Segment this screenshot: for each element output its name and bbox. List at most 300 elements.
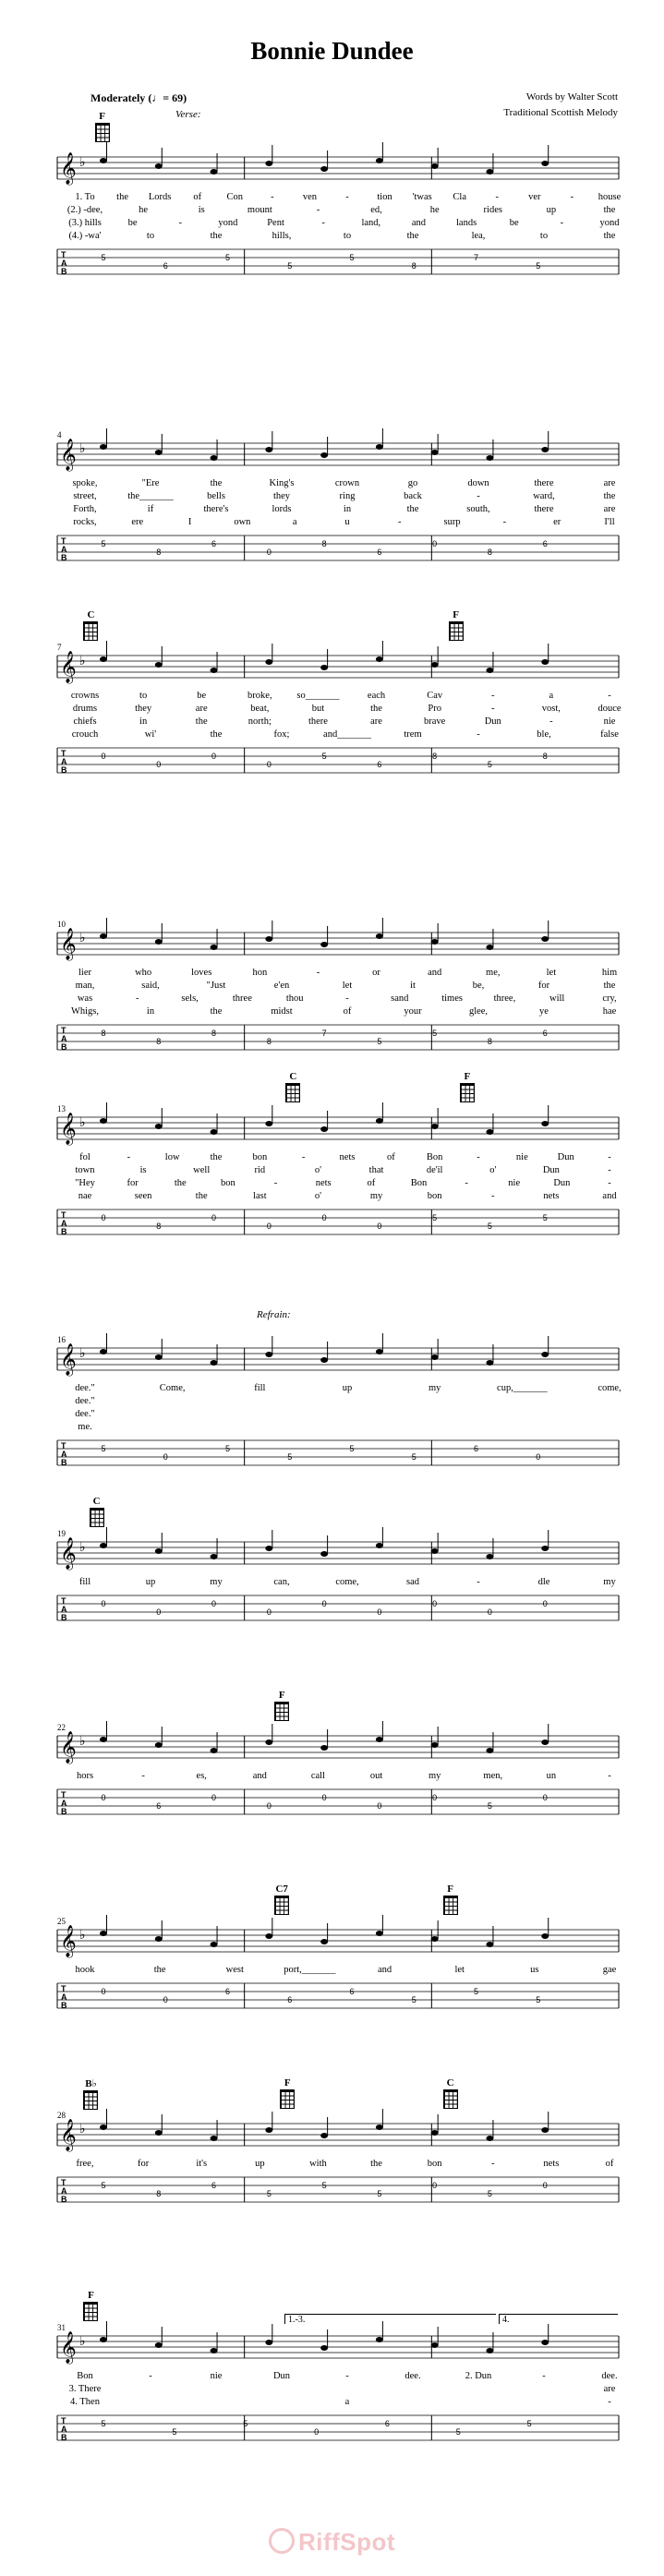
tab-fret-number: 0: [266, 1222, 272, 1231]
lyric-syllable: the: [153, 1965, 166, 1975]
tab-fret-number: 6: [349, 1987, 355, 1996]
lyric-syllable: out: [369, 1771, 383, 1781]
note-head: [541, 447, 549, 452]
lyric-syllable: dee.": [75, 1409, 95, 1419]
tab-fret-number: 6: [211, 539, 217, 548]
lyric-syllable: my: [210, 1577, 223, 1587]
tab-fret-number: 5: [224, 1444, 231, 1453]
key-signature-flat-icon: ♭: [79, 441, 86, 456]
lyric-syllable: -: [502, 517, 507, 527]
chord-name: C: [87, 609, 95, 620]
lyric-syllable: Bon: [426, 1152, 443, 1162]
lyric-syllable: -: [608, 2397, 611, 2407]
note-head: [100, 1931, 107, 1936]
lyric-syllable: and_______: [323, 729, 371, 740]
tab-clef-b: B: [61, 1613, 67, 1622]
note-head: [265, 161, 272, 166]
lyric-syllable: to: [539, 231, 549, 241]
lyric-syllable: the: [210, 231, 223, 241]
lyric-syllable: o': [489, 1165, 497, 1175]
lyric-syllable: King's: [269, 478, 295, 488]
lyric-syllable: to: [146, 231, 155, 241]
lyric-syllable: is: [139, 1165, 147, 1175]
lyric-syllable: so_______: [296, 691, 340, 701]
lyric-syllable: the: [195, 716, 208, 727]
tab-fret-number: 5: [536, 1995, 541, 2004]
lyric-syllable: seen: [134, 1191, 152, 1201]
tab-fret-number: 6: [377, 760, 382, 769]
tab-fret-number: 0: [432, 1793, 438, 1802]
lyric-syllable: for: [137, 2159, 150, 2169]
lyric-syllable: drums: [72, 704, 98, 714]
lyric-syllable: up: [546, 205, 557, 215]
lyric-syllable: un: [546, 1771, 557, 1781]
lyric-syllable: of: [386, 1152, 395, 1162]
lyric-syllable: wi': [144, 729, 157, 740]
lyric-syllable: rocks,: [73, 517, 97, 527]
lyric-syllable: me,: [486, 968, 501, 978]
tab-fret-number: 0: [163, 1995, 168, 2004]
note-head: [100, 1349, 107, 1354]
lyric-syllable: broke,: [247, 691, 272, 701]
lyric-line: [0, 1965, 664, 1980]
lyric-syllable: are: [370, 716, 382, 727]
lyric-syllable: nie: [508, 1178, 521, 1188]
tab-clef-a: A: [61, 1219, 67, 1228]
lyric-syllable: hook: [75, 1965, 95, 1975]
treble-clef-icon: 𝄞: [60, 1343, 77, 1376]
note-head: [376, 1737, 383, 1742]
music-system: [0, 397, 664, 582]
lyric-syllable: -: [495, 192, 500, 202]
lyric-syllable: -: [398, 517, 402, 527]
chord-name: C: [92, 1496, 101, 1507]
lyric-syllable: a: [549, 691, 554, 701]
lyric-syllable: de'il: [426, 1165, 443, 1175]
lyric-syllable: gae: [602, 1965, 617, 1975]
tab-fret-number: 0: [432, 1599, 438, 1608]
lyric-syllable: south,: [466, 504, 490, 514]
lyric-syllable: -: [491, 691, 495, 701]
key-signature-flat-icon: ♭: [79, 654, 86, 668]
lyric-syllable: they: [272, 491, 291, 501]
lyric-syllable: lords: [272, 504, 292, 514]
note-head: [265, 2340, 272, 2345]
lyric-syllable: the: [210, 729, 223, 740]
key-signature-flat-icon: ♭: [79, 931, 86, 945]
lyric-syllable: glee,: [468, 1006, 489, 1017]
measure-number: 22: [57, 1723, 66, 1732]
note-head: [320, 166, 328, 172]
lyric-syllable: bon: [427, 1191, 442, 1201]
note-head: [211, 1748, 218, 1753]
lyric-syllable: it's: [196, 2159, 208, 2169]
tab-clef-a: A: [61, 1799, 67, 1808]
lyric-syllable: let: [454, 1965, 465, 1975]
lyric-syllable: that: [368, 1165, 384, 1175]
lyric-syllable: -: [608, 1152, 611, 1162]
lyric-syllable: fill: [78, 1577, 91, 1587]
tab-fret-number: 5: [101, 2181, 106, 2190]
lyric-syllable: in: [343, 504, 352, 514]
chord-name: B♭: [85, 2078, 97, 2089]
tab-clef-a: A: [61, 757, 67, 766]
lyric-syllable: last: [253, 1191, 267, 1201]
lyric-syllable: (2.) -dee,: [66, 205, 103, 215]
lyric-syllable: false: [600, 729, 619, 740]
note-head: [541, 659, 549, 665]
tab-fret-number: 8: [487, 1037, 492, 1046]
lyric-syllable: -: [608, 1771, 611, 1781]
lyric-syllable: I'll: [604, 517, 615, 527]
lyric-syllable: land,: [361, 218, 381, 228]
note-head: [486, 1360, 493, 1366]
lyric-syllable: Cla: [453, 192, 466, 202]
chord-name: F: [464, 1071, 471, 1082]
lyric-syllable: well: [193, 1165, 211, 1175]
words-credit: Words by Walter Scott: [525, 91, 618, 102]
tab-fret-number: 0: [377, 1607, 382, 1617]
lyric-syllable: I: [187, 517, 192, 527]
lyric-syllable: Pro: [428, 704, 441, 714]
note-head: [541, 2340, 549, 2345]
treble-clef-icon: 𝄞: [60, 928, 77, 960]
tab-fret-number: 0: [101, 752, 106, 761]
tab-fret-number: 5: [487, 760, 492, 769]
lyric-syllable: Lords: [148, 192, 172, 202]
lyric-syllable: and: [411, 218, 427, 228]
lyric-syllable: Con: [226, 192, 244, 202]
lyric-syllable: of: [193, 192, 202, 202]
lyric-syllable: Pent: [267, 218, 284, 228]
note-head: [155, 1936, 163, 1942]
treble-clef-icon: 𝄞: [60, 2331, 77, 2364]
lyric-syllable: lea,: [471, 231, 486, 241]
lyric-syllable: and: [602, 1191, 617, 1201]
tab-clef-t: T: [61, 2178, 66, 2187]
lyric-line: [0, 1006, 664, 1021]
lyric-syllable: let: [342, 981, 353, 991]
tab-fret-number: 6: [377, 548, 382, 557]
note-head: [431, 1936, 439, 1942]
lyric-syllable: nie: [603, 716, 616, 727]
chord-name: C: [446, 2077, 454, 2088]
lyric-syllable: nets: [339, 1152, 356, 1162]
key-signature-flat-icon: ♭: [79, 1540, 86, 1555]
lyric-syllable: ven: [302, 192, 318, 202]
lyric-syllable: bon: [427, 2159, 442, 2169]
lyric-syllable: will: [549, 993, 565, 1004]
note-head: [376, 1543, 383, 1548]
note-head: [265, 659, 272, 665]
tab-clef-t: T: [61, 1596, 66, 1606]
note-head: [486, 455, 493, 461]
note-head: [541, 1352, 549, 1357]
lyric-syllable: bells: [207, 491, 225, 501]
lyric-syllable: Dun: [557, 1152, 574, 1162]
note-head: [376, 1931, 383, 1936]
music-system: [0, 1690, 664, 1874]
tab-fret-number: 8: [487, 548, 492, 557]
music-system: [0, 111, 664, 295]
note-head: [541, 2127, 549, 2133]
tab-fret-number: 8: [266, 1037, 272, 1046]
tab-clef-a: A: [61, 1034, 67, 1043]
lyric-syllable: the: [174, 1178, 187, 1188]
tab-fret-number: 5: [487, 2189, 492, 2198]
note-head: [211, 455, 218, 461]
lyric-syllable: the: [116, 192, 128, 202]
tab-clef-t: T: [61, 250, 66, 259]
tab-fret-number: 0: [101, 1599, 106, 1608]
lyric-line: [0, 2159, 664, 2173]
tab-clef-a: A: [61, 1992, 67, 2002]
lyric-syllable: o': [314, 1165, 322, 1175]
lyric-syllable: hills,: [272, 231, 292, 241]
lyric-syllable: come,: [335, 1577, 359, 1587]
tab-fret-number: 6: [156, 1801, 162, 1811]
lyric-syllable: sels,: [181, 993, 199, 1004]
lyric-syllable: hon: [252, 968, 268, 978]
lyric-syllable: brave: [423, 716, 446, 727]
lyric-line: [0, 729, 664, 744]
riffspot-logo-icon: [269, 2528, 295, 2554]
tempo-marking: [91, 91, 187, 105]
tab-fret-number: 5: [411, 1995, 417, 2004]
lyric-syllable: nie: [210, 2371, 223, 2381]
note-head: [431, 1742, 439, 1748]
note-head: [211, 945, 218, 950]
note-head: [155, 1124, 163, 1129]
lyric-syllable: nets: [315, 1178, 332, 1188]
note-head: [320, 942, 328, 947]
lyric-syllable: u: [344, 517, 350, 527]
tab-clef-b: B: [61, 1458, 67, 1467]
tab-fret-number: 0: [101, 1213, 106, 1222]
chord-name: F: [447, 1884, 453, 1895]
chord-name: C: [289, 1071, 297, 1082]
lyric-syllable: the: [195, 1191, 208, 1201]
lyric-syllable: port,_______: [284, 1965, 336, 1975]
tab-fret-number: 5: [266, 2189, 272, 2198]
measure-number: 4: [57, 430, 62, 439]
lyric-syllable: the: [603, 981, 616, 991]
treble-clef-icon: 𝄞: [60, 651, 77, 683]
measure-number: 28: [57, 2111, 66, 2120]
lyric-line: [0, 2397, 664, 2412]
lyric-syllable: "Ere: [141, 478, 160, 488]
note-head: [155, 1742, 163, 1748]
lyric-syllable: but: [311, 704, 325, 714]
tab-fret-number: 5: [487, 1801, 492, 1811]
lyric-syllable: -: [608, 1178, 611, 1188]
lyric-syllable: us: [530, 1965, 539, 1975]
lyric-syllable: up: [342, 1383, 353, 1393]
note-head: [486, 2136, 493, 2141]
key-signature-flat-icon: ♭: [79, 1115, 86, 1130]
tab-fret-number: 7: [473, 253, 479, 262]
note-head: [320, 1357, 328, 1363]
lyric-syllable: (3.) hills: [68, 218, 102, 228]
tab-fret-number: 0: [487, 1607, 492, 1617]
lyric-syllable: fol: [79, 1152, 91, 1162]
lyric-syllable: es,: [196, 1771, 207, 1781]
tab-fret-number: 0: [156, 760, 162, 769]
lyric-syllable: -: [127, 1152, 131, 1162]
note-head: [431, 1354, 439, 1360]
tab-fret-number: 5: [101, 539, 106, 548]
note-head: [155, 1548, 163, 1554]
lyric-syllable: up: [145, 1577, 156, 1587]
lyric-syllable: or: [372, 968, 380, 978]
lyric-syllable: -: [491, 2159, 495, 2169]
note-head: [431, 1124, 439, 1129]
tab-fret-number: 6: [542, 539, 548, 548]
lyric-syllable: man,: [75, 981, 95, 991]
lyric-syllable: the: [210, 1006, 223, 1017]
lyric-syllable: and: [377, 1965, 392, 1975]
treble-clef-icon: 𝄞: [60, 1113, 77, 1145]
music-system: [0, 1071, 664, 1256]
lyric-syllable: -: [491, 1191, 495, 1201]
lyric-syllable: the: [406, 504, 419, 514]
tab-fret-number: 0: [321, 1213, 327, 1222]
tab-fret-number: 5: [542, 1213, 548, 1222]
lyric-syllable: a: [344, 2397, 350, 2407]
lyric-line: [0, 1191, 664, 1206]
tab-clef-b: B: [61, 765, 67, 775]
note-head: [376, 1349, 383, 1354]
tab-fret-number: 0: [266, 1607, 272, 1617]
note-head: [100, 2337, 107, 2342]
treble-clef-icon: 𝄞: [60, 1731, 77, 1763]
lyric-syllable: loves: [191, 968, 212, 978]
lyric-syllable: ver: [528, 192, 541, 202]
lyric-syllable: nets: [543, 2159, 560, 2169]
lyric-syllable: Dun: [484, 716, 501, 727]
note-head: [320, 1126, 328, 1132]
note-head: [320, 2133, 328, 2138]
lyric-syllable: tion: [377, 192, 392, 202]
note-head: [265, 936, 272, 942]
lyric-syllable: for: [537, 981, 550, 991]
lyric-syllable: be: [197, 691, 207, 701]
tab-fret-number: 0: [266, 548, 272, 557]
lyric-syllable: is: [198, 205, 205, 215]
lyric-syllable: my: [428, 1383, 441, 1393]
tab-clef-a: A: [61, 2425, 67, 2434]
treble-clef-icon: 𝄞: [60, 152, 77, 185]
lyric-syllable: -: [477, 1152, 480, 1162]
note-head: [486, 668, 493, 673]
tab-fret-number: 7: [321, 1029, 327, 1038]
tab-clef-b: B: [61, 1042, 67, 1052]
lyric-syllable: dle: [537, 1577, 550, 1587]
note-head: [486, 945, 493, 950]
lyric-syllable: three,: [493, 993, 516, 1004]
lyric-syllable: -: [141, 1771, 145, 1781]
refrain-label: Refrain:: [257, 1309, 291, 1320]
measure-number: 10: [57, 920, 66, 929]
lyric-syllable: street,: [73, 491, 97, 501]
lyric-syllable: three: [232, 993, 252, 1004]
lyric-syllable: -: [560, 218, 564, 228]
tab-fret-number: 6: [163, 261, 168, 271]
lyric-syllable: douce: [598, 704, 622, 714]
tab-fret-number: 5: [101, 253, 106, 262]
tab-fret-number: 0: [432, 2181, 438, 2190]
tab-fret-number: 8: [156, 1037, 162, 1046]
lyric-syllable: spoke,: [72, 478, 98, 488]
lyric-syllable: him: [601, 968, 618, 978]
measure-number: 16: [57, 1335, 66, 1344]
lyric-syllable: dee.: [601, 2371, 618, 2381]
lyric-syllable: -: [570, 192, 574, 202]
music-system: [0, 1884, 664, 2068]
tab-fret-number: 5: [287, 261, 293, 271]
tab-fret-number: 5: [432, 1213, 438, 1222]
tab-clef-b: B: [61, 1227, 67, 1236]
lyric-syllable: -: [608, 1165, 611, 1175]
tab-fret-number: 0: [266, 760, 272, 769]
lyric-line: [0, 1771, 664, 1786]
note-head: [211, 169, 218, 175]
lyric-syllable: cry,: [602, 993, 617, 1004]
lyric-syllable: -: [345, 192, 349, 202]
note-head: [431, 662, 439, 668]
chord-name: F: [88, 2290, 94, 2301]
note-head: [100, 1118, 107, 1124]
lyric-syllable: 4. Then: [70, 2397, 100, 2407]
tab-clef-b: B: [61, 2001, 67, 2010]
note-head: [376, 933, 383, 939]
tab-fret-number: 0: [542, 1599, 548, 1608]
key-signature-flat-icon: ♭: [79, 1928, 86, 1943]
tab-fret-number: 0: [163, 1452, 168, 1462]
tab-fret-number: 5: [321, 2181, 327, 2190]
lyric-syllable: ward,: [533, 491, 555, 501]
measure-number: 13: [57, 1104, 66, 1113]
treble-clef-icon: 𝄞: [60, 2119, 77, 2151]
tab-fret-number: 5: [526, 2419, 532, 2428]
note-head: [265, 1546, 272, 1551]
chord-name: F: [453, 609, 460, 620]
tab-fret-number: 0: [211, 1599, 217, 1608]
lyric-syllable: yond: [599, 218, 620, 228]
lyric-syllable: west: [225, 1965, 244, 1975]
lyric-syllable: ed,: [370, 205, 382, 215]
lyric-syllable: -: [178, 218, 183, 228]
tab-clef-a: A: [61, 2186, 67, 2196]
tab-fret-number: 0: [211, 1793, 217, 1802]
lyric-syllable: e'en: [273, 981, 290, 991]
note-head: [486, 1942, 493, 1947]
tab-fret-number: 5: [536, 261, 541, 271]
tab-clef-t: T: [61, 1984, 66, 1993]
note-head: [541, 936, 549, 942]
lyric-syllable: be: [127, 218, 138, 228]
note-head: [486, 1129, 493, 1135]
note-head: [376, 2125, 383, 2130]
note-head: [155, 2342, 163, 2348]
lyric-syllable: bon: [252, 1152, 268, 1162]
lyric-syllable: of: [343, 1006, 352, 1017]
lyric-syllable: your: [404, 1006, 422, 1017]
lyric-syllable: the: [210, 1152, 223, 1162]
lyric-syllable: crouch: [71, 729, 99, 740]
lyric-syllable: Come,: [159, 1383, 186, 1393]
treble-clef-icon: 𝄞: [60, 1537, 77, 1570]
